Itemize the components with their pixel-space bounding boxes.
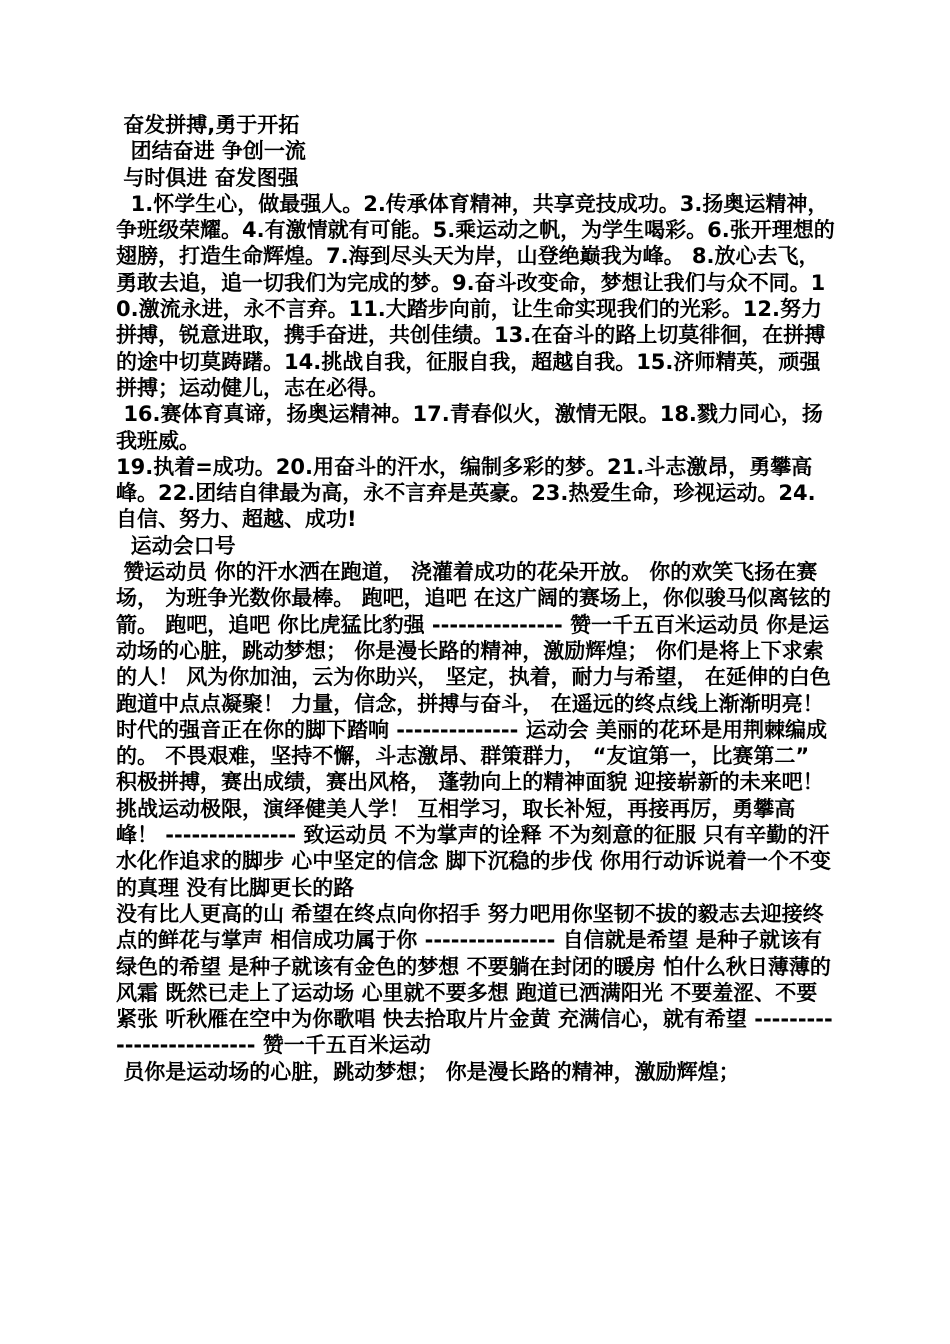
slogan-list-paragraph: 1.怀学生心，做最强人。2.传承体育精神，共享竞技成功。3.扬奥运精神，争班级荣耀。4.有激情就有可能。5.乘运动之帆，为学生喝彩。6.张开理想的翅膀，打造生命辉煌。7.海到尽头天为岸，山登绝巅我为峰。 8.放心去飞，勇敢去追，追一切我们为完成的梦。9.奋斗改变命，梦想让我们与众不同。10.激流永进，永不言弃。11.大踏步向前，让生命实现我们的光彩。12.努力拼搏，锐意进取，携手奋进，共创佳绩。13.在奋斗的路上切莫徘徊，在拼搏的途中切莫踌躇。14.挑战自我，征服自我，超越自我。15.济师精英，顽强拼搏；运动健儿，志在必得。 <box>116 191 835 400</box>
poem-paragraph: 没有比人更高的山 希望在终点向你招手 努力吧用你坚韧不拔的毅志去迎接终点的鲜花与掌声 相信成功属于你 --------------- 自信就是希望 是种子就该有绿色的希望 是种子就该有金色的梦想 不要躺在封闭的暖房 怕什么秋日薄薄的风霜 既然已走上了运动场 心里就不要多想 跑道已洒满阳光 不要羞涩、不要紧张 听秋雁在空中为你歌唱 快去拾取片片金黄 充满信心，就有希望 ------------------------- 赞一千五百米运动 <box>116 901 833 1058</box>
section-heading: 运动会口号 <box>116 533 236 558</box>
slogan-line: 与时俱进 奋发图强 <box>116 165 299 190</box>
slogan-line: 团结奋进 争创一流 <box>116 139 306 164</box>
slogan-line: 奋发拼搏,勇于开拓 <box>116 113 300 137</box>
slogan-list-paragraph: 16.赛体育真谛，扬奥运精神。17.青春似火，激情无限。18.戮力同心，扬我班威。 <box>116 402 823 453</box>
poem-paragraph: 赞运动员 你的汗水洒在跑道， 浇灌着成功的花朵开放。 你的欢笑飞扬在赛场， 为班争光数你最棒。 跑吧，追吧 在这广阔的赛场上，你似骏马似离铉的箭。 跑吧，追吧 你比虎猛比豹强 --------------- 赞一千五百米运动员 你是运动场的心脏，跳动梦想； 你是漫长路的精神，激励辉煌； 你们是将上下求索的人！ 风为你加油，云为你助兴， 坚定，执着，耐力与希望， 在延伸的白色跑道中点点凝聚！ 力量，信念，拼搏与奋斗， 在遥远的终点线上渐渐明亮！ 时代的强音正在你的脚下踏响 -------------- 运动会 美丽的花环是用荆棘编成的。 不畏艰难，坚持不懈，斗志激昂、群策群力， “友谊第一，比赛第二” 积极拼搏，赛出成绩，赛出风格， 蓬勃向上的精神面貌 迎接崭新的未来吧！ 挑战运动极限，演绎健美人学！ 互相学习，取长补短，再接再厉，勇攀高峰！ --------------- 致运动员 不为掌声的诠释 不为刻意的征服 只有辛勤的汗水化作追求的脚步 心中坚定的信念 脚下沉稳的步伐 你用行动诉说着一个不变的真理 没有比脚更长的路 <box>116 560 831 900</box>
document-page <box>116 112 836 1085</box>
slogan-list-paragraph: 19.执着=成功。20.用奋斗的汗水，编制多彩的梦。21.斗志激昂，勇攀高峰。22.团结自律最为高，永不言弃是英豪。23.热爱生命，珍视运动。24.自信、努力、超越、成功! <box>116 454 816 532</box>
poem-paragraph: 员你是运动场的心脏，跳动梦想； 你是漫长路的精神，激励辉煌； <box>116 1059 740 1084</box>
